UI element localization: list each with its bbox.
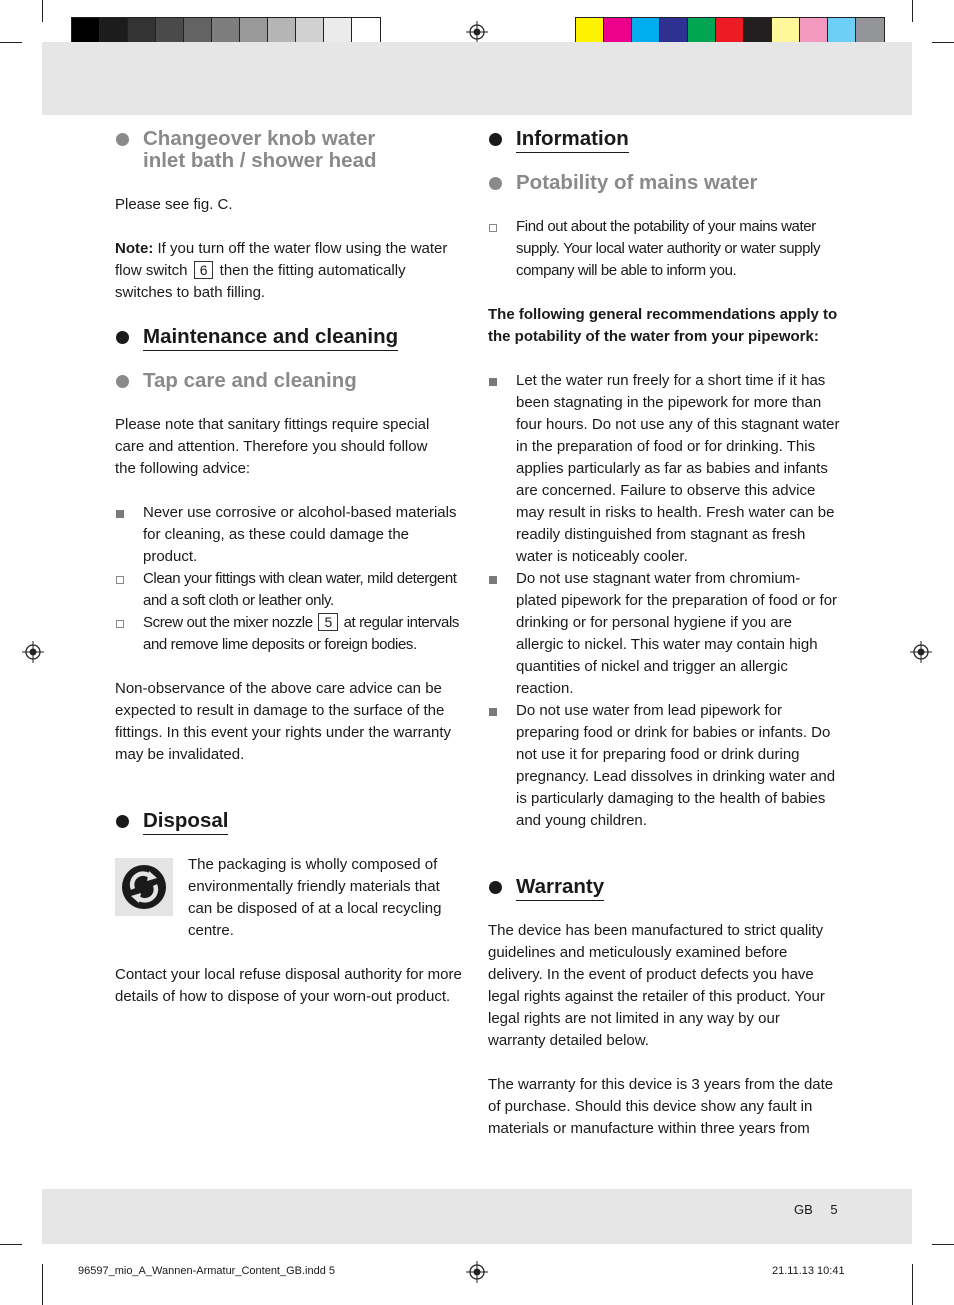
crop-mark [42, 0, 43, 22]
paragraph-see-fig: Please see fig. C. [115, 196, 233, 213]
heading-text: Information [516, 127, 629, 153]
checkbox-square-icon [116, 576, 124, 584]
heading-tap-care [115, 370, 467, 392]
note-text: then the fitting automatically switches to bath filling. [115, 262, 406, 301]
list-item-text: Do not use stagnant water from chromium-plated pipework for the preparation of food or for drinking or for personal hygiene if you are allergic to nickel. This water may contain high quantities of nickel and trigger an allergic reaction. [516, 570, 838, 697]
list-item-text: Find out about the potability of your mains water supply. Your local water authority or water supply company will be able to inform you. [516, 218, 821, 279]
care-advice-list [115, 502, 467, 656]
heading-warranty [488, 876, 840, 898]
registration-mark-icon [466, 21, 488, 43]
recommendations-list [488, 370, 840, 832]
list-item [115, 502, 467, 568]
paragraph-contact: Contact your local refuse disposal authority for more details of how to dispose of your worn-out product. [115, 966, 462, 1005]
bullet-square-icon [489, 576, 497, 584]
heading-maintenance [115, 326, 467, 348]
checkbox-square-icon [489, 224, 497, 232]
list-item [488, 568, 840, 700]
list-item [115, 612, 467, 656]
list-item-text: Never use corrosive or alcohol-based materials for cleaning, as these could damage the product. [143, 504, 457, 565]
bullet-square-icon [489, 708, 497, 716]
note-text: If you turn off the water flow using the water flow switch [115, 240, 448, 279]
list-item [488, 700, 840, 832]
heading-text: Disposal [143, 809, 228, 835]
crop-mark [912, 1264, 913, 1305]
slug-filename: 96597_mio_A_Wannen-Armatur_Content_GB.indd 5 [78, 1265, 336, 1277]
potability-list [488, 216, 840, 282]
disposal-block [115, 854, 467, 942]
paragraph-recommendations: The following general recommendations apply to the potability of the water from your pipework: [488, 306, 838, 345]
list-item [488, 216, 840, 282]
paragraph-note [115, 238, 467, 304]
bullet-square-icon [489, 378, 497, 386]
heading-changeover-knob [115, 128, 415, 172]
recycle-icon [115, 858, 173, 916]
footer-band [42, 1189, 912, 1244]
page-number [794, 1202, 838, 1217]
page-number-value: 5 [830, 1202, 838, 1217]
heading-disposal [115, 810, 467, 832]
left-column [115, 128, 467, 1030]
registration-mark-icon [466, 1261, 488, 1283]
list-item [488, 370, 840, 568]
crop-mark [932, 1244, 954, 1245]
paragraph-warranty-term: The warranty for this device is 3 years from the date of purchase. Should this device show any fault in materials or manufacture within three years from [488, 1076, 834, 1137]
note-label: Note: [115, 240, 154, 257]
checkbox-square-icon [116, 620, 124, 628]
registration-mark-icon [910, 641, 932, 663]
heading-text: Warranty [516, 875, 604, 901]
heading-text: Potability of mains water [516, 171, 758, 194]
paragraph-warranty-intro: The device has been manufactured to strict quality guidelines and meticulously examined before delivery. In the event of product defects you have legal rights against the retailer of this product. Your legal rights are not limited in any way by our warranty detailed below. [488, 922, 825, 1049]
list-item [115, 568, 467, 612]
heading-text: Changeover knob water inlet bath / shower head [143, 127, 377, 172]
paragraph-packaging: The packaging is wholly composed of environmentally friendly materials that can be disposed of at a local recycling centre. [188, 856, 442, 939]
crop-mark [912, 0, 913, 22]
crop-mark [932, 42, 954, 43]
registration-mark-icon [22, 641, 44, 663]
crop-mark [0, 1244, 22, 1245]
heading-potability [488, 172, 840, 194]
list-item-text: Let the water run freely for a short time if it has been stagnating in the pipework for more than four hours. Do not use any of this stagnant water in the preparation of food or for drinking. This applies particularly as far as babies and infants are concerned. Failure to observe this advice may result in risks to health. Fresh water can be readily distinguished from stagnant as fresh water is noticeably cooler. [516, 372, 840, 565]
paragraph-sanitary: Please note that sanitary fittings require special care and attention. Therefore you should follow the following advice: [115, 416, 430, 477]
part-number-badge: 6 [194, 261, 214, 279]
right-column [488, 128, 840, 1162]
crop-mark [0, 42, 22, 43]
bullet-square-icon [116, 510, 124, 518]
language-code: GB [794, 1202, 813, 1217]
header-band [42, 42, 912, 115]
slug-timestamp: 21.11.13 10:41 [772, 1265, 845, 1277]
list-item-text: Do not use water from lead pipework for preparing food or drink for babies or infants. Do not use it for preparing food or drink during pregnancy. Lead dissolves in drinking water and is particularly damaging to the health of babies and young children. [516, 702, 836, 829]
list-item-text: Clean your fittings with clean water, mild detergent and a soft cloth or leather only. [143, 570, 457, 609]
heading-information [488, 128, 840, 150]
part-number-badge: 5 [318, 613, 337, 631]
list-item-text: at regular intervals and remove lime deposits or foreign bodies. [143, 614, 460, 653]
paragraph-nonobservance: Non-observance of the above care advice can be expected to result in damage to the surface of the fittings. In this event your rights under the warranty may be invalidated. [115, 680, 451, 763]
list-item-text: Screw out the mixer nozzle [143, 614, 317, 631]
crop-mark [42, 1264, 43, 1305]
heading-text: Tap care and cleaning [143, 369, 357, 392]
heading-text: Maintenance and cleaning [143, 325, 398, 351]
